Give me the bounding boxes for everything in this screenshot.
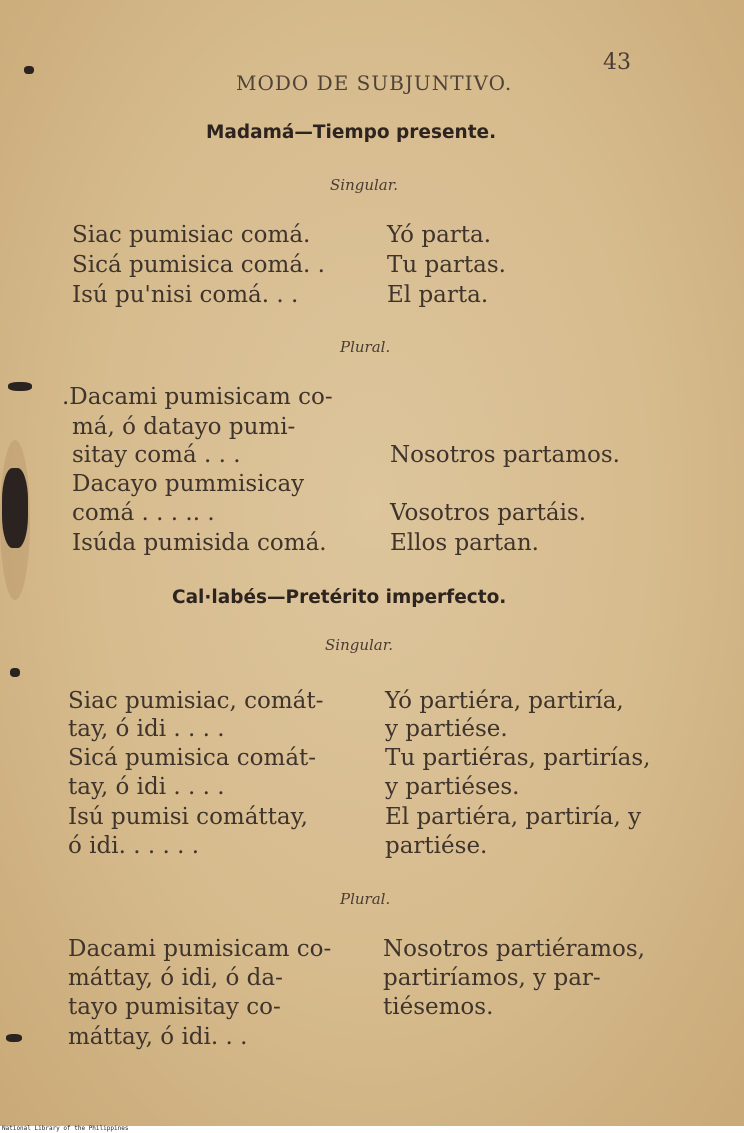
translation-right-line: Ellos partan. [390, 530, 539, 556]
conjugation-left-line: comá . . . .. . [72, 500, 215, 526]
translation-right-line: Vosotros partáis. [390, 500, 587, 526]
subheading-singular: Singular. [330, 176, 399, 194]
conjugation-left-line: Isúda pumisida comá. [72, 530, 327, 556]
section-heading-present: Madamá—Tiempo presente. [206, 122, 497, 143]
conjugation-left-line: má, ó datayo pumi- [72, 414, 296, 440]
subheading-plural: Plural. [340, 338, 391, 356]
translation-right-line: El partiéra, partiría, y [385, 804, 642, 830]
ink-speck [6, 1034, 22, 1042]
translation-right-line: Tu partas. [387, 252, 506, 278]
conjugation-left-line: Isú pumisi comáttay, [68, 804, 308, 830]
translation-right-line: Nosotros partamos. [390, 442, 620, 468]
conjugation-left-line: Isú pu'nisi comá. . . [72, 282, 299, 308]
subheading-plural: Plural. [340, 890, 391, 908]
conjugation-left-line: máttay, ó idi. . . [68, 1024, 248, 1050]
translation-right-line: tiésemos. [383, 994, 494, 1020]
running-head: MODO DE SUBJUNTIVO. [236, 71, 513, 95]
ink-speck [24, 66, 34, 74]
ink-speck [8, 382, 32, 391]
section-heading-imperfect: Cal·labés—Pretérito imperfecto. [172, 587, 507, 608]
translation-right-line: Tu partiéras, partirías, [385, 745, 651, 771]
subheading-singular: Singular. [325, 636, 394, 654]
conjugation-left-line: Sicá pumisica comá. . [72, 252, 325, 278]
translation-right-line: Yó parta. [387, 222, 492, 248]
conjugation-left-line: Siac pumisiac, comát- [68, 688, 324, 714]
conjugation-left-line: Dacayo pummisicay [72, 471, 305, 497]
conjugation-left-line: sitay comá . . . [72, 442, 241, 468]
conjugation-left-line: Siac pumisiac comá. [72, 222, 311, 248]
conjugation-left-line: Dacami pumisicam co- [68, 936, 332, 962]
conjugation-left-line: ó idi. . . . . . [68, 833, 200, 859]
conjugation-left-line: Sicá pumisica comát- [68, 745, 317, 771]
conjugation-left-line: tay, ó idi . . . . [68, 774, 225, 800]
conjugation-left-line: tayo pumisitay co- [68, 994, 281, 1020]
footer-credit: National Library of the Philippines [2, 1125, 129, 1132]
translation-right-line: partiríamos, y par- [383, 965, 601, 991]
ink-speck [10, 668, 20, 677]
translation-right-line: y partiése. [385, 716, 508, 742]
page-number: 43 [603, 50, 631, 75]
translation-right-line: y partiéses. [385, 774, 520, 800]
translation-right-line: El parta. [387, 282, 489, 308]
ink-blot [2, 468, 28, 548]
translation-right-line: Yó partiéra, partiría, [385, 688, 624, 714]
conjugation-left-line: .Dacami pumisicam co- [62, 384, 333, 410]
translation-right-line: Nosotros partiéramos, [383, 936, 645, 962]
translation-right-line: partiése. [385, 833, 488, 859]
conjugation-left-line: máttay, ó idi, ó da- [68, 965, 283, 991]
conjugation-left-line: tay, ó idi . . . . [68, 716, 225, 742]
